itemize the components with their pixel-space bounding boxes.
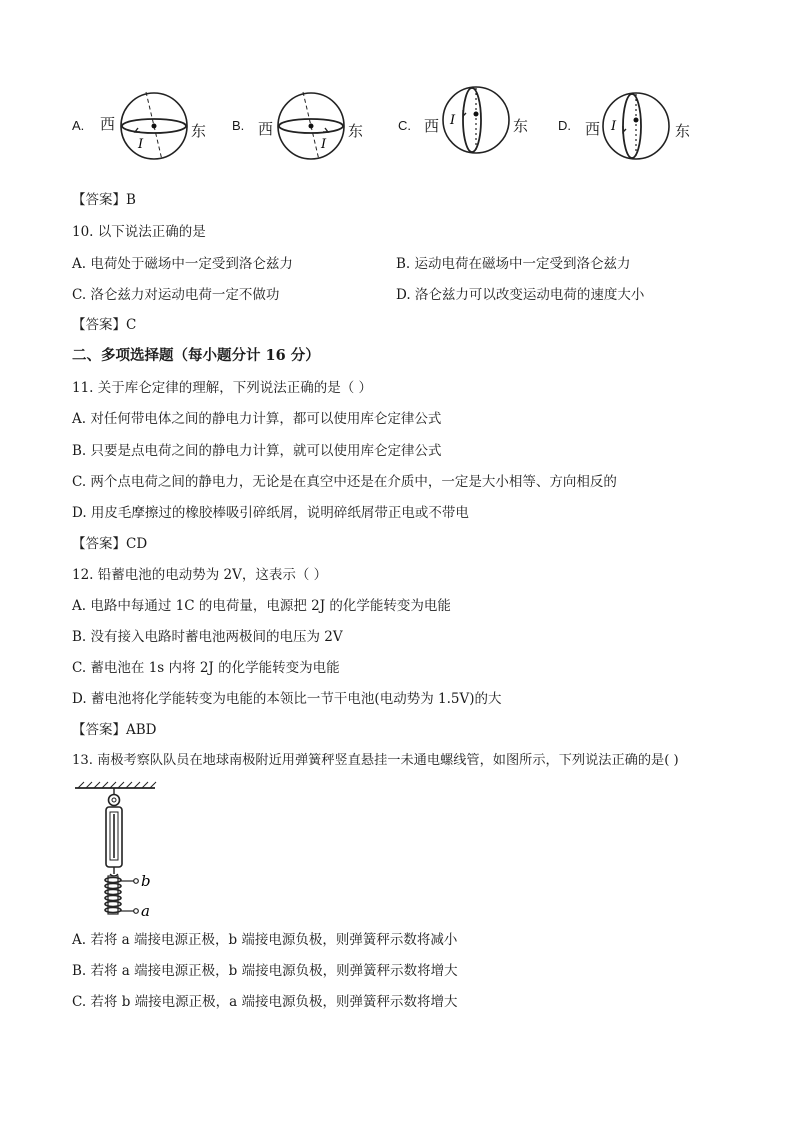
q11-option-b: B. 只要是点电荷之间的静电力计算，就可以使用库仑定律公式 <box>72 443 442 459</box>
q12-stem: 12. 铅蓄电池的电动势为 2V，这表示（ ） <box>72 567 328 583</box>
answer-label: 【答案】 <box>72 192 126 208</box>
q9-option-d-letter: D. <box>558 118 571 133</box>
q10-option-c: C. 洛仑兹力对运动电荷一定不做功 <box>72 287 280 303</box>
q9-option-c-current: I <box>450 113 456 128</box>
q9-option-b-east: 东 <box>348 122 364 140</box>
q9-option-a-figure <box>118 90 190 162</box>
q13-terminal-a-label: a <box>141 902 150 920</box>
q11-option-c: C. 两个点电荷之间的静电力，无论是在真空中还是在介质中，一定是大小相等、方向相反的 <box>72 474 617 490</box>
q9-option-a-east: 东 <box>191 122 207 140</box>
q13-stem: 13. 南极考察队队员在地球南极附近用弹簧秤竖直悬挂一未通电螺线管，如图所示，下列说法正确的是( ) <box>72 753 679 768</box>
q12-option-d: D. 蓄电池将化学能转变为电能的本领比一节干电池(电动势为 1.5V)的大 <box>72 691 502 707</box>
q9-option-d-east: 东 <box>675 122 691 140</box>
q10-option-d: D. 洛仑兹力可以改变运动电荷的速度大小 <box>396 287 645 303</box>
q9-answer <box>72 191 136 209</box>
q9-option-d-current: I <box>611 119 617 134</box>
answer-label: 【答案】 <box>72 317 126 333</box>
q9-option-d-figure <box>600 90 672 162</box>
q12-answer <box>72 721 157 739</box>
q9-option-b-current: I <box>321 137 327 152</box>
q13-option-c: C. 若将 b 端接电源正极，a 端接电源负极，则弹簧秤示数将增大 <box>72 994 458 1010</box>
q11-option-d: D. 用皮毛摩擦过的橡胶棒吸引碎纸屑，说明碎纸屑带正电或不带电 <box>72 505 469 521</box>
q13-terminal-b-label: b <box>141 872 151 890</box>
q9-option-b-west: 西 <box>258 120 274 138</box>
q12-option-a: A. 电路中每通过 1C 的电荷量，电源把 2J 的化学能转变为电能 <box>72 598 451 614</box>
q10-option-b: B. 运动电荷在磁场中一定受到洛仑兹力 <box>396 256 631 272</box>
q10-answer <box>72 316 136 334</box>
answer-value: B <box>126 192 136 208</box>
answer-value: C <box>126 317 137 333</box>
q9-option-b-figure <box>275 90 347 162</box>
q9-option-c-east: 东 <box>513 117 529 135</box>
answer-value: CD <box>126 536 148 552</box>
q9-option-c-west: 西 <box>424 117 440 135</box>
q12-option-c: C. 蓄电池在 1s 内将 2J 的化学能转变为电能 <box>72 660 340 676</box>
q9-option-b-letter: B. <box>232 118 245 133</box>
q9-option-c-figure <box>440 84 512 156</box>
q11-option-a: A. 对任何带电体之间的静电力计算，都可以使用库仑定律公式 <box>72 411 442 427</box>
answer-label: 【答案】 <box>72 722 126 738</box>
q12-option-b: B. 没有接入电路时蓄电池两极间的电压为 2V <box>72 629 343 645</box>
q9-option-a-west: 西 <box>100 115 116 133</box>
q13-spring-scale-figure <box>70 780 180 925</box>
q9-option-c-letter: C. <box>398 118 411 133</box>
q13-option-a: A. 若将 a 端接电源正极，b 端接电源负极，则弹簧秤示数将减小 <box>72 932 458 948</box>
q9-option-a-current: I <box>138 137 144 152</box>
q9-option-d-west: 西 <box>585 120 601 138</box>
section-2-title: 二、多项选择题（每小题分计 16 分） <box>72 347 320 364</box>
q11-answer <box>72 535 147 553</box>
q10-stem: 10. 以下说法正确的是 <box>72 224 206 240</box>
q13-option-b: B. 若将 a 端接电源正极，b 端接电源负极，则弹簧秤示数将增大 <box>72 963 458 979</box>
q10-option-a: A. 电荷处于磁场中一定受到洛仑兹力 <box>72 256 293 272</box>
q9-option-a-letter: A. <box>72 118 85 133</box>
answer-label: 【答案】 <box>72 536 126 552</box>
q11-stem: 11. 关于库仑定律的理解，下列说法正确的是（ ） <box>72 380 373 396</box>
answer-value: ABD <box>126 722 157 738</box>
